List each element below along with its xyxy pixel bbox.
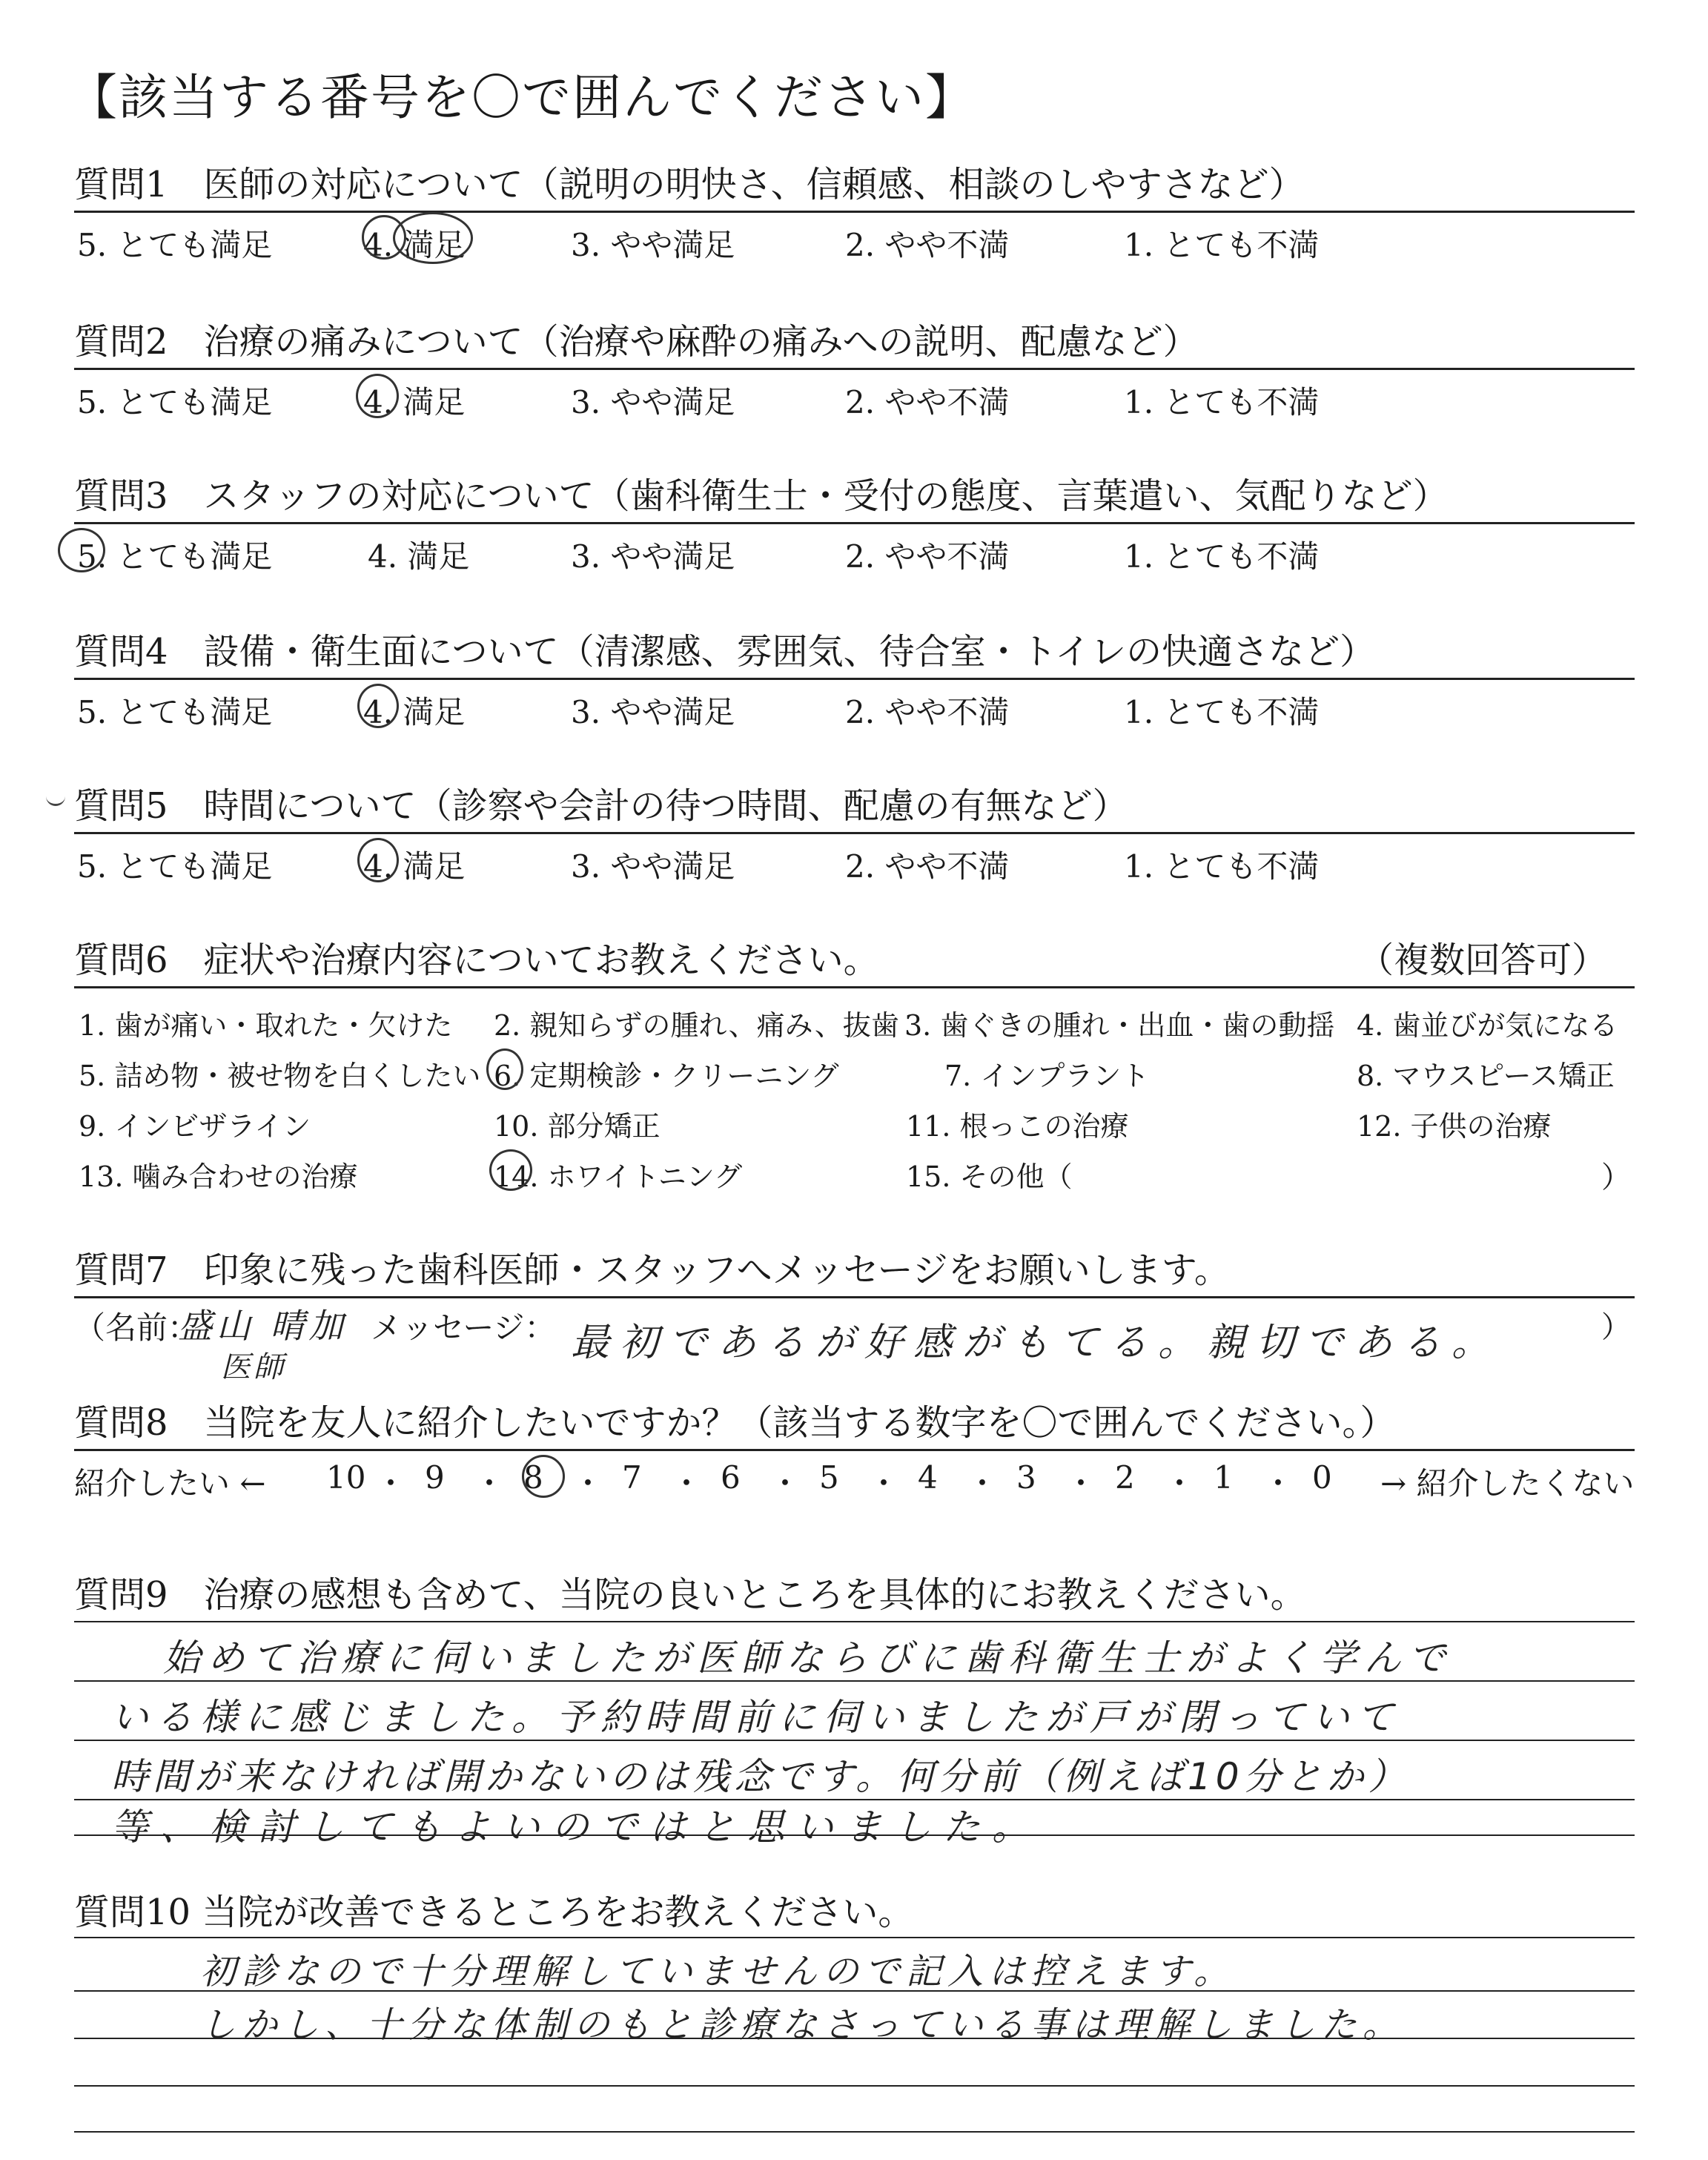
selection-circle (357, 838, 399, 882)
divider (74, 832, 1635, 834)
q5-option-4[interactable]: 4. 満足 (363, 848, 466, 885)
question-5-title: 質問5 時間について（診察や会計の待つ時間、配慮の有無など） (74, 785, 1128, 827)
divider (74, 211, 1635, 213)
q6-option-5[interactable]: 5. 詰め物・被せ物を白くしたい (79, 1060, 481, 1092)
question-10-title: 質問10 当院が改善できるところをお教えください。 (74, 1892, 914, 1933)
divider (74, 986, 1635, 988)
scale-separator: ・ (474, 1465, 506, 1502)
q6-option-13[interactable]: 13. 噛み合わせの治療 (79, 1160, 358, 1193)
q10-answer-line-2[interactable]: しかし、十分な体制のもと診療なさっている事は理解しました。 (200, 2004, 1405, 2046)
q1-option-1[interactable]: 1. とても不満 (1124, 227, 1320, 263)
q6-option-15[interactable]: 15. その他（ (906, 1160, 1073, 1193)
q6-option-4[interactable]: 4. 歯並びが気になる (1357, 1009, 1618, 1042)
write-line (74, 1937, 1635, 1938)
q6-option-10[interactable]: 10. 部分矯正 (494, 1110, 661, 1143)
q5-option-3[interactable]: 3. やや満足 (571, 848, 735, 885)
scale-value-10[interactable]: 10 (326, 1459, 366, 1496)
q3-option-1[interactable]: 1. とても不満 (1124, 538, 1320, 575)
scale-value-5[interactable]: 5 (819, 1459, 839, 1496)
divider (74, 522, 1635, 524)
q9-answer-line-1[interactable]: 始めて治療に伺いましたが医師ならびに歯科衛生士がよく学んで (163, 1636, 1453, 1680)
q3-option-5[interactable]: 5. とても満足 (77, 538, 273, 575)
scale-separator: ・ (1262, 1465, 1294, 1502)
question-2-title: 質問2 治療の痛みについて（治療や麻酔の痛みへの説明、配慮など） (74, 321, 1199, 363)
q6-option-6[interactable]: 6. 定期検診・クリーニング (494, 1060, 839, 1092)
scale-separator: ・ (967, 1465, 999, 1502)
q7-name-role[interactable]: 医師 (221, 1350, 286, 1384)
scale-value-0[interactable]: 0 (1312, 1459, 1332, 1496)
q9-answer-line-2[interactable]: いる様に感じました。予約時間前に伺いましたが戸が閉っていて (111, 1696, 1401, 1739)
question-6-note: （複数回答可） (1358, 939, 1608, 981)
q4-option-5[interactable]: 5. とても満足 (77, 694, 273, 730)
q6-option-2[interactable]: 2. 親知らずの腫れ、痛み、抜歯 (494, 1009, 899, 1042)
q6-option-1[interactable]: 1. 歯が痛い・取れた・欠けた (79, 1009, 453, 1042)
question-6-title: 質問6 症状や治療内容についてお教えください。 (74, 939, 879, 981)
scale-value-3[interactable]: 3 (1016, 1459, 1036, 1496)
q4-option-2[interactable]: 2. やや不満 (845, 694, 1010, 730)
q7-name-label: （名前： (74, 1309, 199, 1346)
q7-name-value[interactable]: 盛山 晴加 (178, 1306, 348, 1346)
page-title: 【該当する番号を〇で囲んでください】 (68, 69, 976, 126)
referral-scale (74, 1459, 266, 1504)
q4-option-1[interactable]: 1. とても不満 (1124, 694, 1320, 730)
q2-option-4[interactable]: 4. 満足 (363, 384, 466, 420)
scale-separator: ・ (375, 1465, 407, 1502)
scale-value-7[interactable]: 7 (622, 1459, 642, 1496)
question-7-title: 質問7 印象に残った歯科医師・スタッフへメッセージをお願いします。 (74, 1249, 1230, 1291)
q1-option-3[interactable]: 3. やや満足 (571, 227, 735, 263)
write-line (74, 2085, 1635, 2087)
scale-separator: ・ (1164, 1465, 1196, 1502)
q6-other-close-paren: ） (1601, 1160, 1631, 1195)
scale-value-9[interactable]: 9 (425, 1459, 445, 1496)
selection-circle (357, 684, 399, 728)
question-4-title: 質問4 設備・衛生面について（清潔感、雰囲気、待合室・トイレの快適さなど） (74, 631, 1376, 673)
scale-separator: ・ (671, 1465, 703, 1502)
q5-option-5[interactable]: 5. とても満足 (77, 848, 273, 885)
q5-option-2[interactable]: 2. やや不満 (845, 848, 1010, 885)
selection-circle (486, 1048, 523, 1090)
q9-answer-line-4[interactable]: 等、検討してもよいのではと思いました。 (111, 1806, 1041, 1849)
scale-right-label: → 紹介したくない (1380, 1465, 1635, 1502)
question-1-title: 質問1 医師の対応について（説明の明快さ、信頼感、相談のしやすさなど） (74, 164, 1305, 205)
scale-value-4[interactable]: 4 (918, 1459, 938, 1496)
scale-value-6[interactable]: 6 (721, 1459, 741, 1496)
q6-option-12[interactable]: 12. 子供の治療 (1357, 1110, 1552, 1143)
scale-left-label: 紹介したい ← (74, 1465, 266, 1502)
q10-answer-line-1[interactable]: 初診なので十分理解していませんので記入は控えます。 (200, 1951, 1236, 1992)
scale-separator: ・ (572, 1465, 604, 1502)
q1-option-5[interactable]: 5. とても満足 (77, 227, 273, 263)
selection-circle (393, 212, 473, 264)
q5-option-1[interactable]: 1. とても不満 (1124, 848, 1320, 885)
question-3-title: 質問3 スタッフの対応について（歯科衛生士・受付の態度、言葉遣い、気配りなど） (74, 475, 1449, 517)
q2-option-5[interactable]: 5. とても満足 (77, 384, 273, 420)
divider (74, 1449, 1635, 1451)
scale-separator: ・ (769, 1465, 801, 1502)
q7-message-value[interactable]: 最初であるが好感がもてる。親切である。 (571, 1321, 1501, 1365)
q6-option-11[interactable]: 11. 根っこの治療 (906, 1110, 1129, 1143)
scale-value-2[interactable]: 2 (1115, 1459, 1135, 1496)
q2-option-1[interactable]: 1. とても不満 (1124, 384, 1320, 420)
q6-option-14[interactable]: 14. ホワイトニング (494, 1160, 743, 1193)
q2-option-2[interactable]: 2. やや不満 (845, 384, 1010, 420)
q3-option-4[interactable]: 4. 満足 (368, 538, 470, 575)
selection-circle (356, 374, 399, 418)
write-line (74, 1621, 1635, 1622)
q3-option-3[interactable]: 3. やや満足 (571, 538, 735, 575)
write-line (74, 2131, 1635, 2133)
q3-option-2[interactable]: 2. やや不満 (845, 538, 1010, 575)
q6-option-9[interactable]: 9. インビザライン (79, 1110, 311, 1143)
selection-circle (489, 1149, 532, 1191)
q6-option-8[interactable]: 8. マウスピース矯正 (1357, 1060, 1615, 1092)
scale-value-8[interactable]: 8 (523, 1459, 543, 1496)
margin-tick-mark (46, 792, 65, 806)
question-9-title: 質問9 治療の感想も含めて、当院の良いところを具体的にお教えください。 (74, 1574, 1306, 1616)
q4-option-4[interactable]: 4. 満足 (363, 694, 466, 730)
divider (74, 1296, 1635, 1298)
q9-answer-line-3[interactable]: 時間が来なければ開かないのは残念です。何分前（例えば10分とか） (111, 1755, 1410, 1798)
scale-separator: ・ (868, 1465, 900, 1502)
q6-option-3[interactable]: 3. 歯ぐきの腫れ・出血・歯の動揺 (904, 1009, 1335, 1042)
selection-circle (58, 528, 105, 572)
q1-option-4[interactable]: 4. 満足 (363, 227, 466, 263)
scale-value-1[interactable]: 1 (1214, 1459, 1234, 1496)
question-8-title: 質問8 当院を友人に紹介したいですか？（該当する数字を〇で囲んでください。） (74, 1402, 1396, 1444)
selection-circle (522, 1455, 565, 1498)
divider (74, 368, 1635, 370)
q4-option-3[interactable]: 3. やや満足 (571, 694, 735, 730)
scale-separator: ・ (1065, 1465, 1097, 1502)
divider (74, 678, 1635, 680)
q1-option-2[interactable]: 2. やや不満 (845, 227, 1010, 263)
q7-close-paren: ） (1601, 1310, 1631, 1344)
q2-option-3[interactable]: 3. やや満足 (571, 384, 735, 420)
q7-message-label: メッセージ： (371, 1309, 556, 1346)
q6-option-7[interactable]: 7. インプラント (944, 1060, 1150, 1092)
